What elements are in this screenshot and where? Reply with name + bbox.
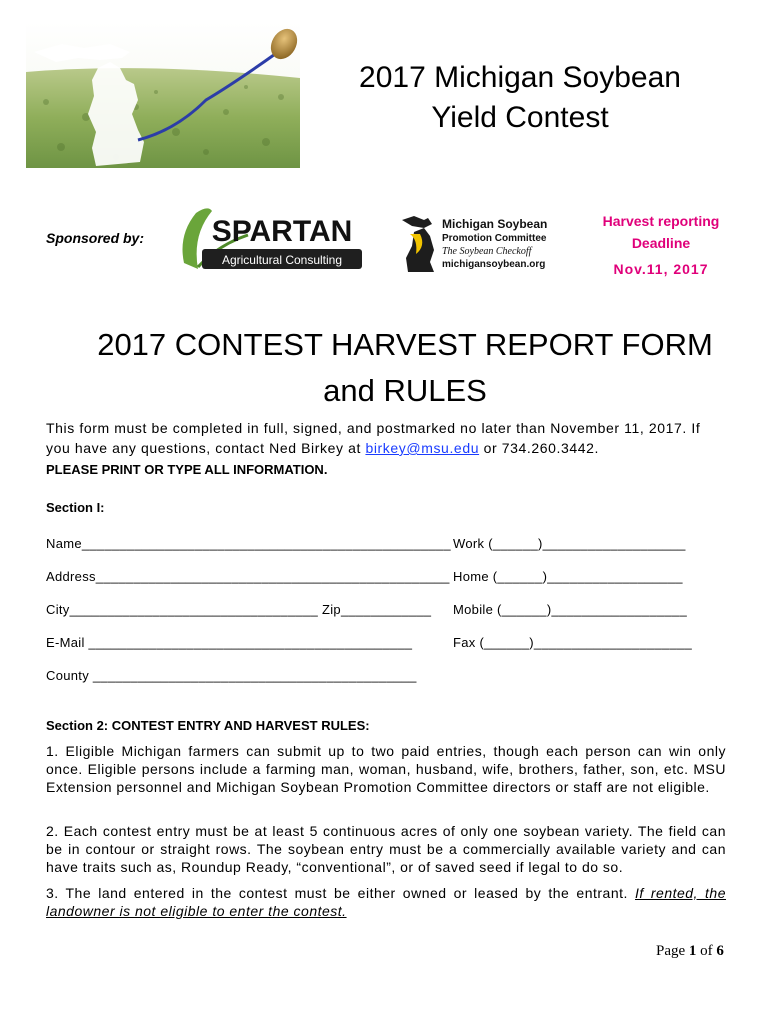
- michigan-field-graphic: [26, 22, 300, 168]
- spartan-logo-name: SPARTAN: [211, 215, 353, 248]
- msb-logo-line-2: Promotion Committee: [442, 233, 547, 244]
- print-notice: PLEASE PRINT OR TYPE ALL INFORMATION.: [46, 462, 328, 477]
- fax-field[interactable]: Fax (______)_____________________: [453, 635, 693, 650]
- page-number: [656, 943, 724, 960]
- deadline-date: Nov.11, 2017: [613, 261, 709, 277]
- header-image: [26, 22, 300, 168]
- contact-email-link[interactable]: birkey@msu.edu: [365, 440, 480, 456]
- msb-logo-line-1: Michigan Soybean: [442, 217, 548, 231]
- spartan-logo-subtitle: Agricultural Consulting: [221, 253, 343, 267]
- rule-3-landowner-note: If rented, the landowner is not eligible to enter the contest.: [46, 885, 727, 919]
- harvest-deadline-notice: [596, 210, 726, 280]
- intro-paragraph: [46, 418, 726, 458]
- rule-1: 1. Eligible Michigan farmers can submit up to two paid entries, though each person can win only once. Eligible persons include a farming man, woman, husband, wife, brothers, father, son, etc. MSU Extension personnel and Michigan Soybean Promotion Committee directors or staff are not eligible.: [46, 743, 726, 795]
- work-phone-field[interactable]: Work (______)___________________: [453, 536, 686, 551]
- form-title-line-1: 2017 CONTEST HARVEST REPORT FORM: [97, 327, 713, 362]
- intro-text: This form must be completed in full, signed, and postmarked no later than November 11, 2017. If you have any questions, contact Ned Birkey at: [46, 420, 701, 456]
- page-total: 6: [716, 943, 724, 959]
- title-line-2: Yield Contest: [431, 101, 609, 134]
- rule-2: 2. Each contest entry must be at least 5 continuous acres of only one soybean variety. The field can be in contour or straight rows. The soybean entry must be a commercially available variety and can have traits such as, Roundup Ready, “conventional”, or of saved seed if legal to do so.: [46, 823, 726, 875]
- deadline-line-1: Harvest reporting: [602, 213, 720, 229]
- msb-logo: [398, 210, 558, 274]
- form-title-line-2: and RULES: [323, 373, 487, 408]
- msb-logo-line-3: The Soybean Checkoff: [442, 246, 532, 257]
- rule-3: [46, 884, 726, 920]
- city-zip-field[interactable]: City_________________________________ Zip____________: [46, 602, 432, 617]
- section-2-heading: Section 2: CONTEST ENTRY AND HARVEST RULES:: [46, 718, 370, 733]
- page-current: 1: [688, 943, 697, 959]
- address-field[interactable]: Address_______________________________________________: [46, 569, 450, 584]
- home-phone-field[interactable]: Home (______)__________________: [453, 569, 683, 584]
- page-prefix: Page: [656, 943, 689, 959]
- page-of: of: [696, 943, 717, 959]
- title-line-1: 2017 Michigan Soybean: [359, 61, 681, 94]
- msb-logo-line-4: michigansoybean.org: [442, 259, 546, 270]
- rule-3-text: 3. The land entered in the contest must be either owned or leased by the entrant.: [46, 885, 635, 901]
- form-title: [60, 322, 750, 414]
- spartan-logo: [178, 205, 364, 275]
- document-title: [300, 58, 740, 138]
- name-field[interactable]: Name_________________________________________________: [46, 536, 451, 551]
- mobile-phone-field[interactable]: Mobile (______)__________________: [453, 602, 687, 617]
- intro-phone-text: or 734.260.3442.: [479, 440, 600, 456]
- county-field[interactable]: County ___________________________________________: [46, 668, 417, 683]
- section-1-heading: Section I:: [46, 500, 105, 515]
- sponsored-by-label: Sponsored by:: [46, 230, 145, 246]
- email-field[interactable]: E-Mail ___________________________________________: [46, 635, 413, 650]
- deadline-line-2: Deadline: [631, 235, 691, 251]
